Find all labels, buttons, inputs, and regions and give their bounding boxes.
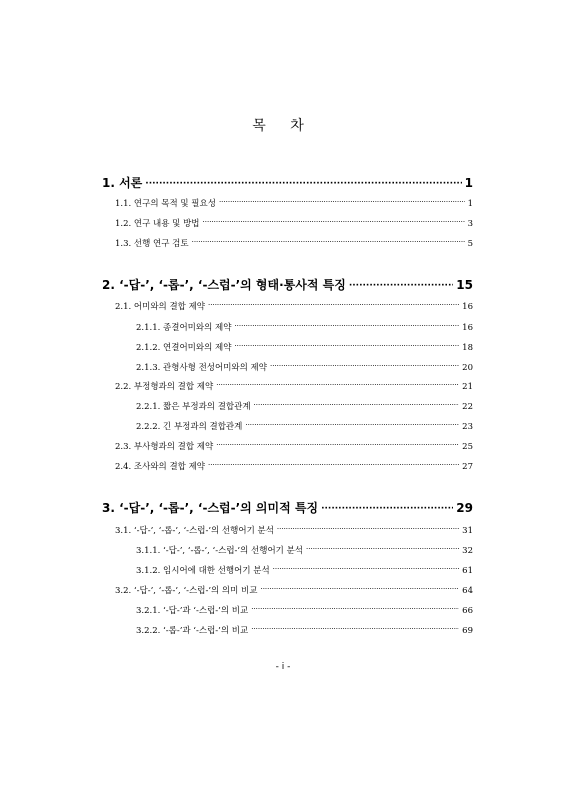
toc-entry-page: 18 [462, 343, 473, 353]
dot-leader [321, 501, 453, 517]
toc-entry-label: 1.3. 선행 연구 검토 [115, 239, 189, 249]
dot-leader [251, 623, 459, 635]
toc-entry-label: 2.1.2. 연결어미와의 제약 [136, 343, 232, 353]
toc-entry-2-1-3[interactable] [136, 362, 473, 374]
dot-leader [306, 543, 459, 555]
toc-entry-label: 2.1.1. 종결어미와의 제약 [136, 323, 232, 333]
toc-entry-page: 27 [462, 462, 473, 472]
toc-entry-page: 21 [462, 382, 473, 392]
dot-leader [203, 216, 465, 228]
toc-entry-page: 23 [462, 422, 473, 432]
toc-entry-label: 3.1.2. 임시어에 대한 선행어기 분석 [136, 566, 270, 576]
toc-entry-page: 32 [462, 546, 473, 556]
toc-entry-page: 25 [462, 442, 473, 452]
toc-entry-label: 2.1.3. 관형사형 전성어미와의 제약 [136, 363, 267, 373]
toc-entry-label: 1.2. 연구 내용 및 방법 [115, 219, 200, 229]
dot-leader [208, 459, 459, 471]
toc-entry-label: 2.2. 부정형과의 결합 제약 [115, 382, 214, 392]
dot-leader [277, 523, 459, 535]
toc-entry-label: 3.1.1. ‘-답-’, ‘-롭-’, ‘-스럽-’의 선행어기 분석 [136, 546, 304, 556]
dot-leader [270, 360, 459, 372]
toc-entry-page: 1 [464, 176, 473, 190]
toc-entry-3-1-1[interactable] [136, 545, 473, 557]
dot-leader [254, 399, 460, 411]
dot-leader [234, 340, 459, 352]
toc-entry-3-1-2[interactable] [136, 565, 473, 577]
dot-leader [260, 583, 459, 595]
page-number-footer: - i - [275, 662, 291, 672]
dot-leader [216, 379, 459, 391]
toc-entry-label: 2.2.1. 짧은 부정과의 결합관계 [136, 402, 251, 412]
toc-entry-label: 2.4. 조사와의 결합 제약 [115, 462, 206, 472]
toc-entry-page: 16 [462, 323, 473, 333]
dot-leader [145, 176, 461, 192]
toc-entry-label: 2.1. 어미와의 결합 제약 [115, 302, 206, 312]
toc-entry-page: 69 [462, 626, 473, 636]
toc-entry-3-2[interactable] [115, 585, 473, 597]
toc-entry-1-3[interactable] [115, 238, 473, 250]
toc-entry-2-2-2[interactable] [136, 421, 473, 433]
toc-entry-2-3[interactable] [115, 441, 473, 453]
page-title: 목 차 [252, 118, 314, 134]
toc-entry-2-2-1[interactable] [136, 401, 473, 413]
toc-entry-2-1-2[interactable] [136, 342, 473, 354]
dot-leader [349, 278, 453, 294]
toc-entry-label: 3.2.1. ‘-답-’과 ‘-스럽-’의 비교 [136, 606, 249, 616]
toc-entry-page: 16 [462, 302, 473, 312]
toc-entry-page: 5 [467, 239, 473, 249]
toc-entry-page: 20 [462, 363, 473, 373]
toc-entry-chapter-2[interactable] [102, 277, 473, 295]
dot-leader [234, 320, 459, 332]
toc-entry-page: 1 [467, 199, 473, 209]
toc-entry-page: 31 [462, 526, 473, 536]
toc-entry-3-2-1[interactable] [136, 605, 473, 617]
toc-entry-label: 1.1. 연구의 목적 및 필요성 [115, 199, 216, 209]
toc-entry-page: 15 [456, 278, 473, 292]
toc-entry-2-4[interactable] [115, 461, 473, 473]
toc-entry-2-1[interactable] [115, 301, 473, 313]
toc-entry-1-1[interactable] [115, 198, 473, 210]
toc-entry-label: 1. 서론 [102, 176, 143, 190]
toc-entry-page: 61 [462, 566, 473, 576]
toc-entry-label: 3.2.2. ‘-롭-’과 ‘-스럽-’의 비교 [136, 626, 249, 636]
toc-entry-page: 22 [462, 402, 473, 412]
toc-entry-2-2[interactable] [115, 381, 473, 393]
toc-entry-3-2-2[interactable] [136, 625, 473, 637]
dot-leader [192, 236, 465, 248]
dot-leader [219, 196, 465, 208]
dot-leader [216, 439, 459, 451]
dot-leader [273, 563, 460, 575]
toc-entry-page: 66 [462, 606, 473, 616]
toc-entry-3-1[interactable] [115, 525, 473, 537]
toc-entry-label: 2.2.2. 긴 부정과의 결합관계 [136, 422, 243, 432]
toc-entry-2-1-1[interactable] [136, 322, 473, 334]
toc-entry-label: 3.1. ‘-답-’, ‘-롭-’, ‘-스럽-’의 선행어기 분석 [115, 526, 274, 536]
toc-entry-label: 2. ‘-답-’, ‘-롭-’, ‘-스럽-’의 형태·통사적 특징 [102, 278, 346, 292]
toc-entry-1-2[interactable] [115, 218, 473, 230]
toc-entry-chapter-1[interactable] [102, 175, 473, 193]
toc-entry-label: 2.3. 부사형과의 결합 제약 [115, 442, 214, 452]
toc-entry-label: 3. ‘-답-’, ‘-롭-’, ‘-스럽-’의 의미적 특징 [102, 501, 319, 515]
toc-entry-page: 29 [456, 501, 473, 515]
toc-entry-page: 64 [462, 586, 473, 596]
dot-leader [245, 419, 459, 431]
toc-entry-label: 3.2. ‘-답-’, ‘-롭-’, ‘-스럽-’의 의미 비교 [115, 586, 258, 596]
dot-leader [251, 603, 459, 615]
toc-entry-page: 3 [467, 219, 473, 229]
dot-leader [208, 299, 459, 311]
toc-entry-chapter-3[interactable] [102, 500, 473, 518]
